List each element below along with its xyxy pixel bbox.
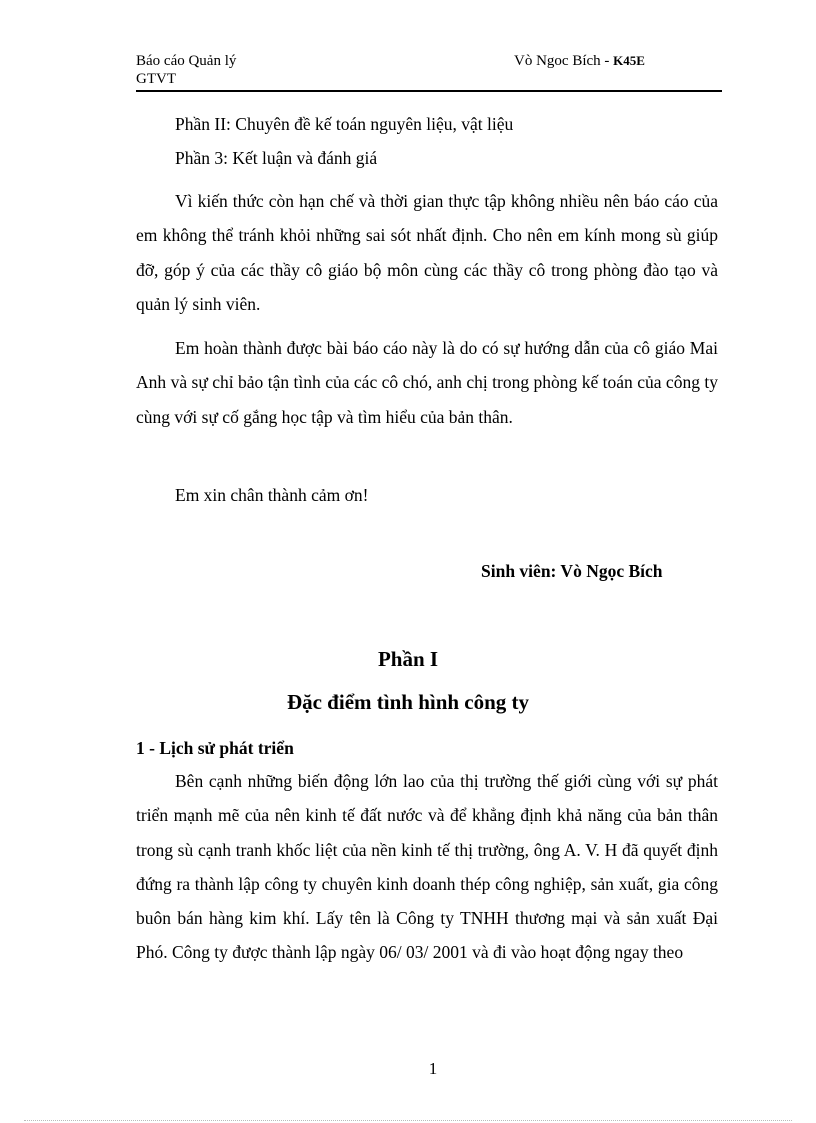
header-report-title: Báo cáo Quản lý (136, 53, 237, 69)
intro-paragraph-2-block (136, 331, 718, 434)
page-bottom-divider (24, 1120, 792, 1121)
section-heading: 1 - Lịch sử phát triển (136, 738, 294, 758)
section-body: Bên cạnh những biến động lớn lao của thị trường thế giới cùng với sự phát triển mạnh mẽ của nên kinh tế đất nước và để khẳng định khả năng của bản thân trong sù cạnh tranh khốc liệt của nền kinh tế thị trường, ông A. V. H đã quyết định đứng ra thành lập công ty chuyên kinh doanh thép công nghiệp, sản xuất, gia công buôn bán hàng kim khí. Lấy tên là Công ty TNHH thương mại và sản xuất Đại Phó. Công ty được thành lập ngày 06/ 03/ 2001 và đi vào hoạt động ngay theo (136, 771, 718, 963)
header-class: K45E (613, 53, 645, 68)
header-subject: GTVT (136, 71, 176, 87)
closing-paragraph-block (136, 478, 718, 512)
header-right (514, 52, 645, 70)
closing-paragraph: Em xin chân thành cảm ơn! (175, 485, 369, 505)
section-body-block (136, 764, 718, 970)
intro-paragraph-1: Vì kiến thức còn hạn chế và thời gian thực tập không nhiều nên báo cáo của em không thể tránh khỏi những sai sót nhất định. Cho nên em kính mong sù giúp đỡ, góp ý của các thầy cô giáo bộ môn cùng các thầy cô trong phòng đào tạo và quản lý sinh viên. (136, 191, 718, 314)
toc-line-part-2: Phần II: Chuyên đề kế toán nguyên liệu, vật liệu (175, 114, 514, 134)
header-rule (136, 90, 722, 92)
header-author: Vò Ngoc Bích - (514, 53, 614, 69)
toc-line-part-3: Phần 3: Kết luận và đánh giá (175, 148, 378, 168)
intro-paragraph-1-block (136, 184, 718, 321)
part-label: Phần I (377, 647, 439, 671)
part-title: Đặc điểm tình hình công ty (286, 690, 530, 714)
signature: Sinh viên: Vò Ngọc Bích (481, 561, 663, 581)
intro-paragraph-2: Em hoàn thành được bài báo cáo này là do có sự hướng dẫn của cô giáo Mai Anh và sự chỉ bảo tận tình của các cô chó, anh chị trong phòng kế toán của công ty cùng với sự cố gắng học tập và tìm hiểu của bản thân. (136, 338, 718, 427)
header-left (136, 52, 236, 88)
page-number: 1 (428, 1059, 438, 1078)
